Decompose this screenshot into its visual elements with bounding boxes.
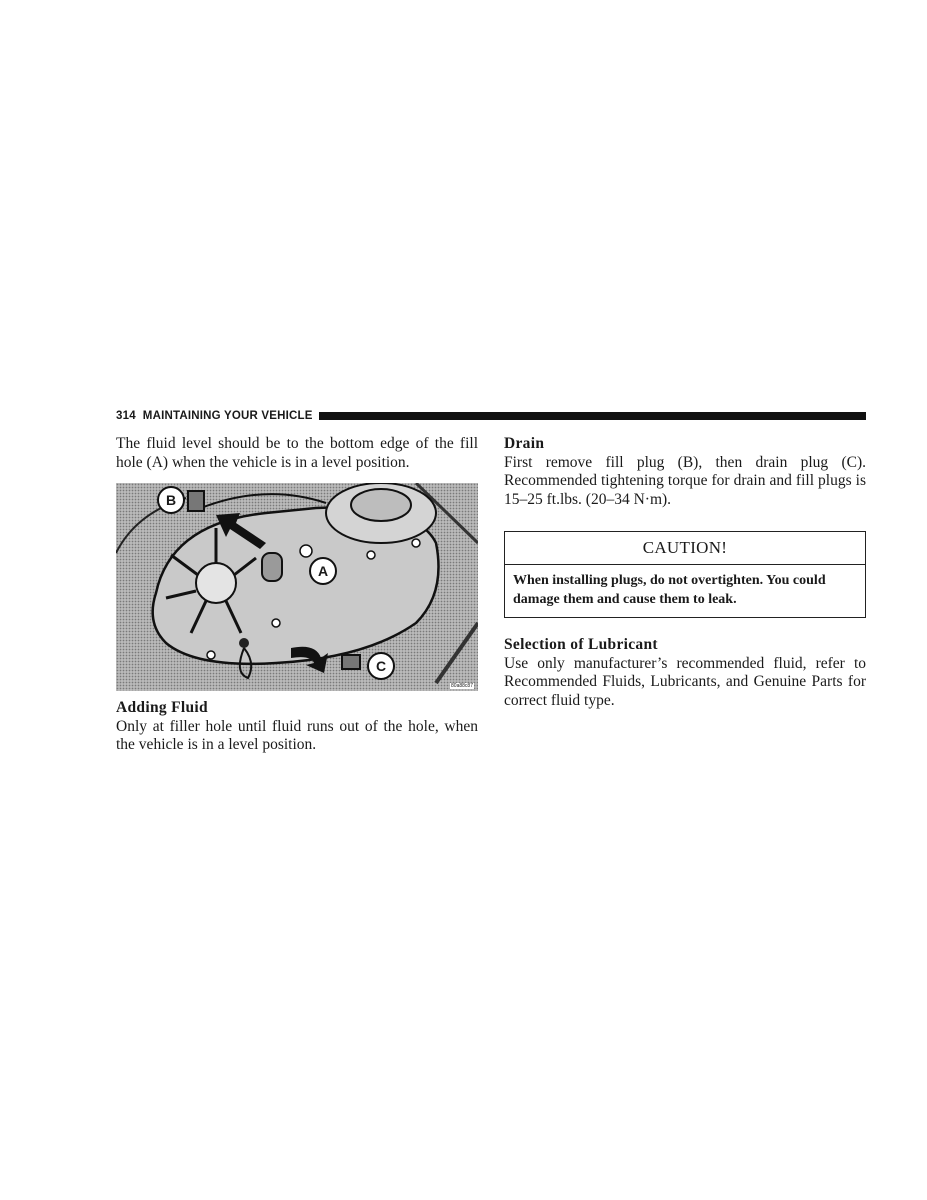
adding-fluid-paragraph: Only at filler hole until fluid runs out of the hole, when the vehicle is in a level position. <box>116 717 478 753</box>
section-title: MAINTAINING YOUR VEHICLE <box>142 410 313 422</box>
illustration-drawing <box>116 483 478 691</box>
fluid-level-paragraph: The fluid level should be to the bottom edge of the fill hole (A) when the vehicle is in a level position. <box>116 435 478 471</box>
callout-c: C <box>375 658 387 674</box>
right-column <box>504 435 866 710</box>
left-column <box>116 435 478 755</box>
drain-heading: Drain <box>504 435 545 452</box>
figure-code: 80a88c87 <box>451 683 473 689</box>
header-rule <box>319 412 866 420</box>
page-header <box>116 408 866 424</box>
adding-fluid-heading: Adding Fluid <box>116 699 208 716</box>
lubricant-heading: Selection of Lubricant <box>504 636 658 653</box>
caution-text: When installing plugs, do not overtighten. You could damage them and cause them to leak. <box>513 573 826 607</box>
caution-title: CAUTION! <box>505 532 865 565</box>
caution-box <box>504 531 866 618</box>
callout-b: B <box>165 492 177 508</box>
drain-paragraph: First remove fill plug (B), then drain plug (C). Recommended tightening torque for drain and fill plugs is 15–25 ft.lbs. (20–34 N·m). <box>504 453 866 508</box>
transfer-case-illustration <box>116 483 478 691</box>
page-number: 314 <box>116 410 136 422</box>
callout-a: A <box>317 563 329 579</box>
lubricant-paragraph: Use only manufacturer’s recommended fluid, refer to Recommended Fluids, Lubricants, and Genuine Parts for correct fluid type. <box>504 654 866 709</box>
